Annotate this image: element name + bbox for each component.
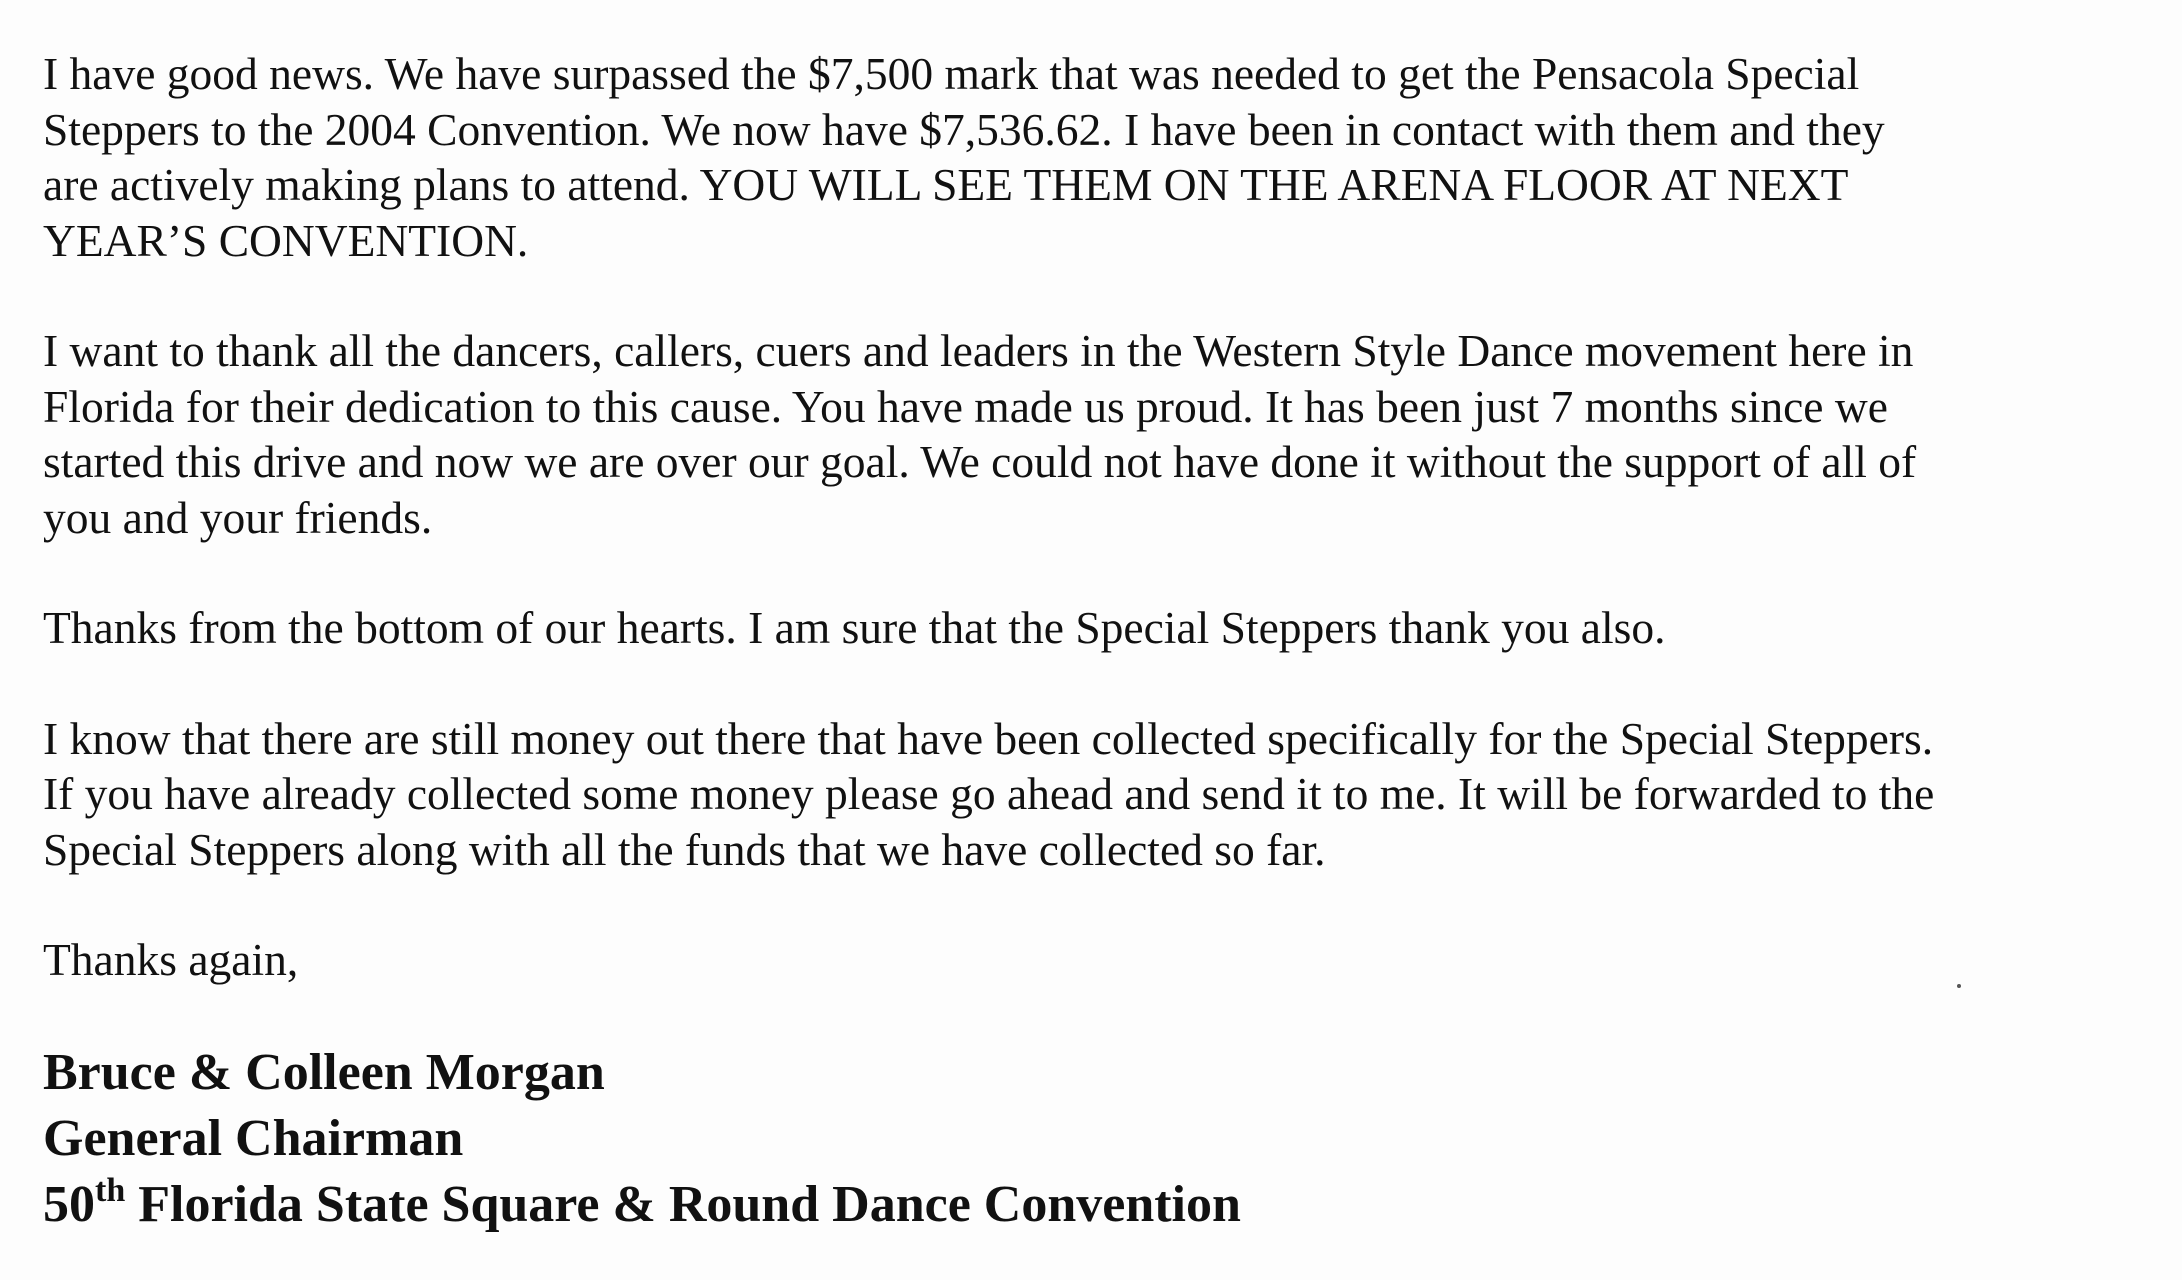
text-line: Special Steppers along with all the funds that we have collected so far. — [43, 823, 1326, 875]
paragraph-good-news — [43, 46, 2153, 268]
text-line: If you have already collected some money please go ahead and send it to me. It will be forwarded to the — [43, 768, 1935, 819]
signature-names: Bruce & Colleen Morgan — [43, 1043, 605, 1101]
signature-convention — [43, 1172, 2153, 1238]
signature-title: General Chairman — [43, 1109, 464, 1167]
convention-suffix: th — [95, 1171, 126, 1209]
paragraph-thanks-hearts — [43, 600, 2153, 656]
convention-number: 50 — [43, 1175, 95, 1233]
letter-body — [43, 46, 2153, 1238]
text-line: I know that there are still money out there that have been collected specifically for the Special Steppers. — [43, 712, 1934, 764]
signature-block — [43, 1040, 2153, 1238]
paragraph-thank-you — [43, 323, 2153, 545]
text-line: you and your friends. — [43, 491, 433, 543]
paragraph-money-collected — [43, 711, 2153, 878]
text-line: I have good news. We have surpassed the $7,500 mark that was needed to get the Pensacola Special — [43, 48, 1860, 99]
text-line: Steppers to the 2004 Convention. We now have $7,536.62. I have been in contact with them and they — [43, 103, 1885, 155]
scan-speck — [1957, 984, 1961, 988]
text-line: YEAR’S CONVENTION. — [43, 214, 529, 266]
text-line: started this drive and now we are over our goal. We could not have done it without the support of all of — [43, 436, 1917, 487]
text-line: Florida for their dedication to this cause. You have made us proud. It has been just 7 months since we — [43, 380, 1888, 432]
text-line: Thanks from the bottom of our hearts. I am sure that the Special Steppers thank you also. — [43, 602, 1666, 653]
closing-line: Thanks again, — [43, 934, 299, 985]
text-line: are actively making plans to attend. YOU WILL SEE THEM ON THE ARENA FLOOR AT NEXT — [43, 159, 1849, 210]
text-line: I want to thank all the dancers, callers, cuers and leaders in the Western Style Dance movement here in — [43, 325, 1914, 376]
convention-name: Florida State Square & Round Dance Convention — [138, 1175, 1241, 1233]
